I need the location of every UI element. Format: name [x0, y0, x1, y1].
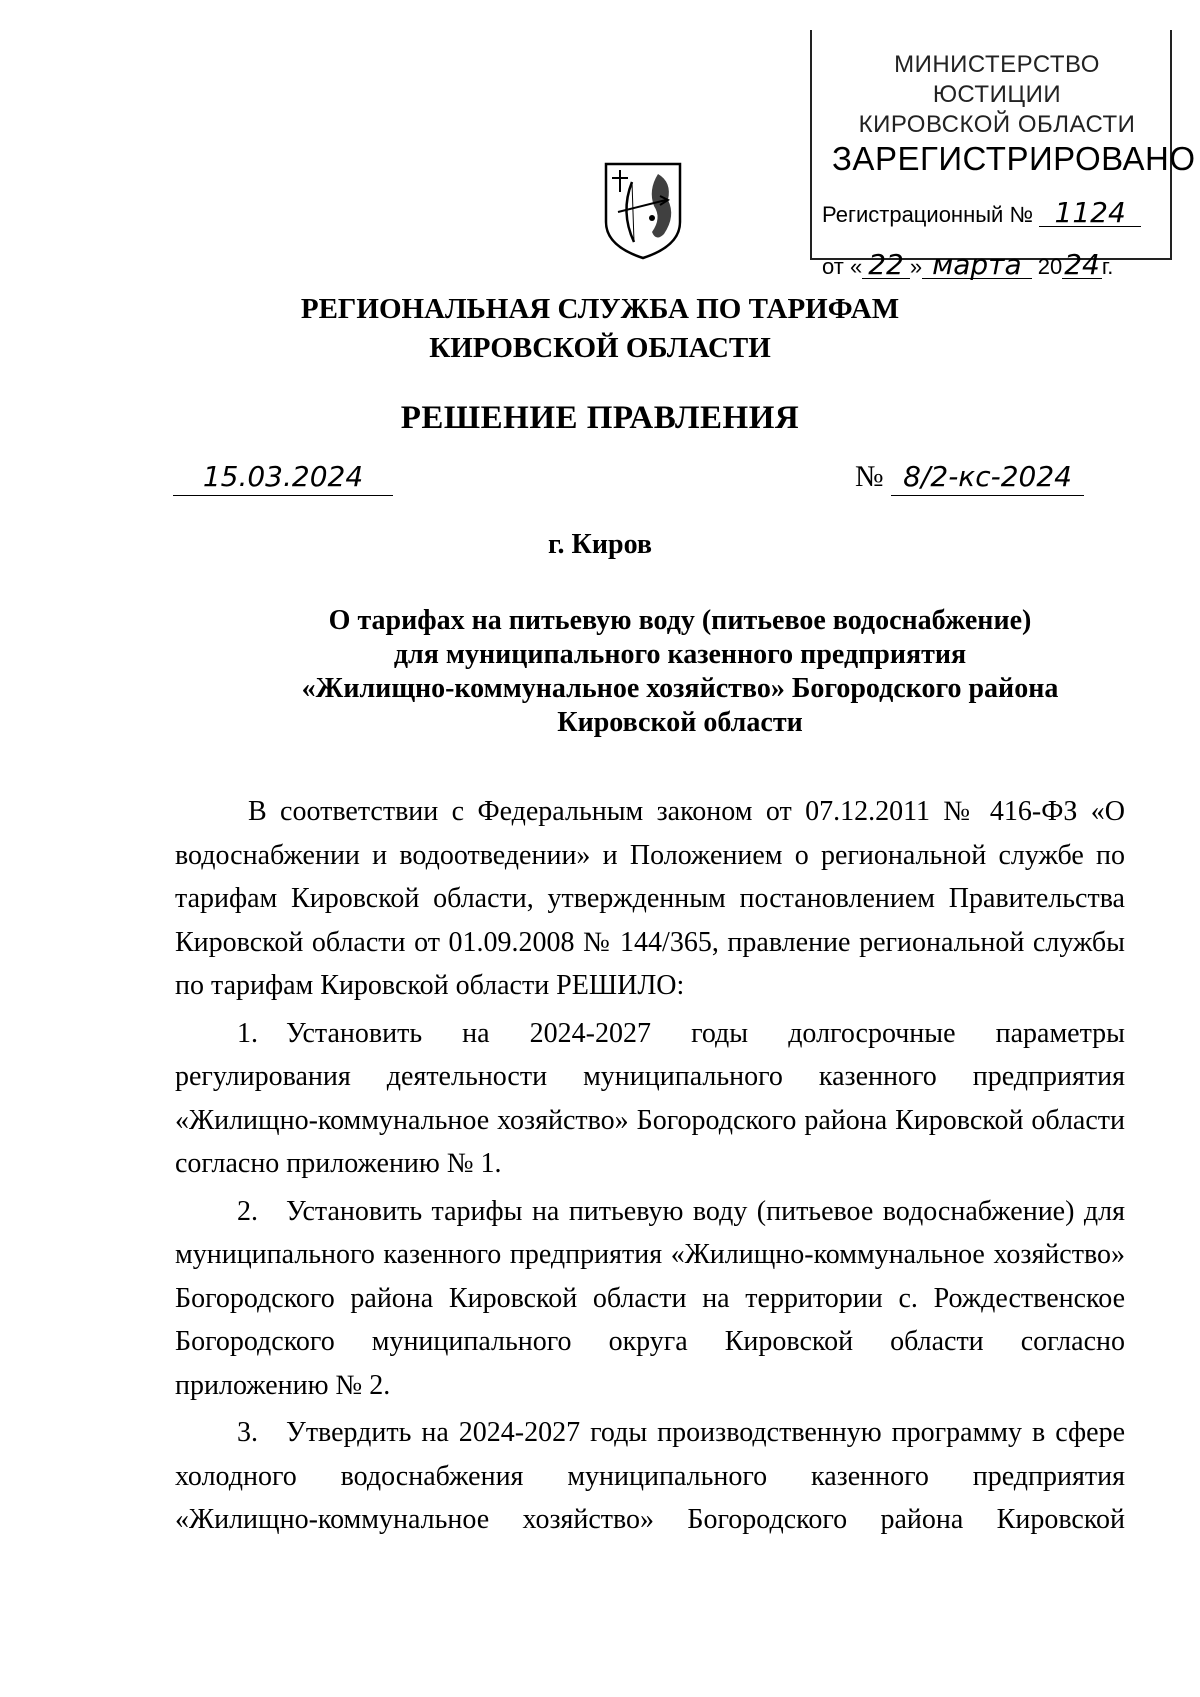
stamp-date-line — [822, 248, 1166, 281]
decision-item-2: 2. Установить тарифы на питьевую воду (питьевое водоснабжение) для муниципального казенного предприятия «Жилищно-коммунальное хозяйство» Богородского района Кировской области на территории с. Рождественское Богородского муниципального округа Кировской области согласно приложению № 2. — [175, 1195, 1125, 1401]
stamp-month: марта — [922, 252, 1032, 279]
document-number-label: № — [855, 460, 884, 493]
document-number — [855, 459, 1084, 496]
stamp-ministry-line2: КИРОВСКОЙ ОБЛАСТИ — [858, 111, 1136, 138]
kirov-coat-of-arms-icon — [602, 160, 684, 260]
decision-item-3: 3. Утвердить на 2024-2027 годы производственную программу в сфере холодного водоснабжения муниципального казенного предприятия «Жилищно-коммунальное хозяйство» Богородского района Кировской — [175, 1417, 1125, 1535]
organization-line1: РЕГИОНАЛЬНАЯ СЛУЖБА ПО ТАРИФАМ — [300, 293, 900, 325]
registration-stamp — [810, 30, 1196, 281]
subject-line3: «Жилищно-коммунальное хозяйство» Богородского района — [301, 673, 1059, 704]
stamp-reg-label: Регистрационный № — [822, 202, 1034, 227]
stamp-year-end: г. — [1101, 254, 1114, 279]
organization-line2: КИРОВСКОЙ ОБЛАСТИ — [429, 332, 771, 364]
stamp-ministry-line1: МИНИСТЕРСТВО ЮСТИЦИИ — [894, 51, 1100, 108]
stamp-ministry — [832, 50, 1162, 140]
document-date: 15.03.2024 — [173, 459, 393, 496]
subject-line2: для муниципального казенного предприятия — [393, 639, 967, 670]
decision-item-1: 1. Установить на 2024-2027 годы долгосрочные параметры регулирования деятельности муниципального казенного предприятия «Жилищно-коммунальное хозяйство» Богородского района Кировской области согласно приложению № 1. — [175, 1017, 1125, 1179]
stamp-reg-number-line — [822, 196, 1166, 229]
stamp-registered: ЗАРЕГИСТРИРОВАНО — [832, 140, 1196, 177]
stamp-from-label: от « — [822, 254, 863, 279]
stamp-reg-number: 1124 — [1039, 200, 1141, 227]
document-city: г. Киров — [548, 529, 652, 560]
subject-line1: О тарифах на питьевую воду (питьевое водоснабжение) — [328, 605, 1032, 636]
document-body — [175, 790, 1125, 1546]
organization-name — [0, 290, 1200, 368]
stamp-quote-close: » — [909, 254, 923, 279]
subject-line4: Кировской области — [557, 707, 803, 738]
document-title: РЕШЕНИЕ ПРАВЛЕНИЯ — [400, 400, 800, 436]
stamp-year-suffix: 24 — [1064, 248, 1100, 281]
document-subject — [280, 604, 1080, 740]
stamp-year-prefix: 20 — [1037, 254, 1063, 279]
preamble-paragraph: В соответствии с Федеральным законом от 07.12.2011 № 416-ФЗ «О водоснабжении и водоотведении» и Положением о региональной службе по тарифам Кировской области, утвержденным постановлением Правительства Кировской области от 01.09.2008 № 144/365, правление региональной службы по тарифам Кировской области РЕШИЛО: — [175, 796, 1125, 1001]
document-number-value: 8/2-кс-2024 — [891, 459, 1084, 496]
stamp-day: 22 — [862, 252, 910, 279]
